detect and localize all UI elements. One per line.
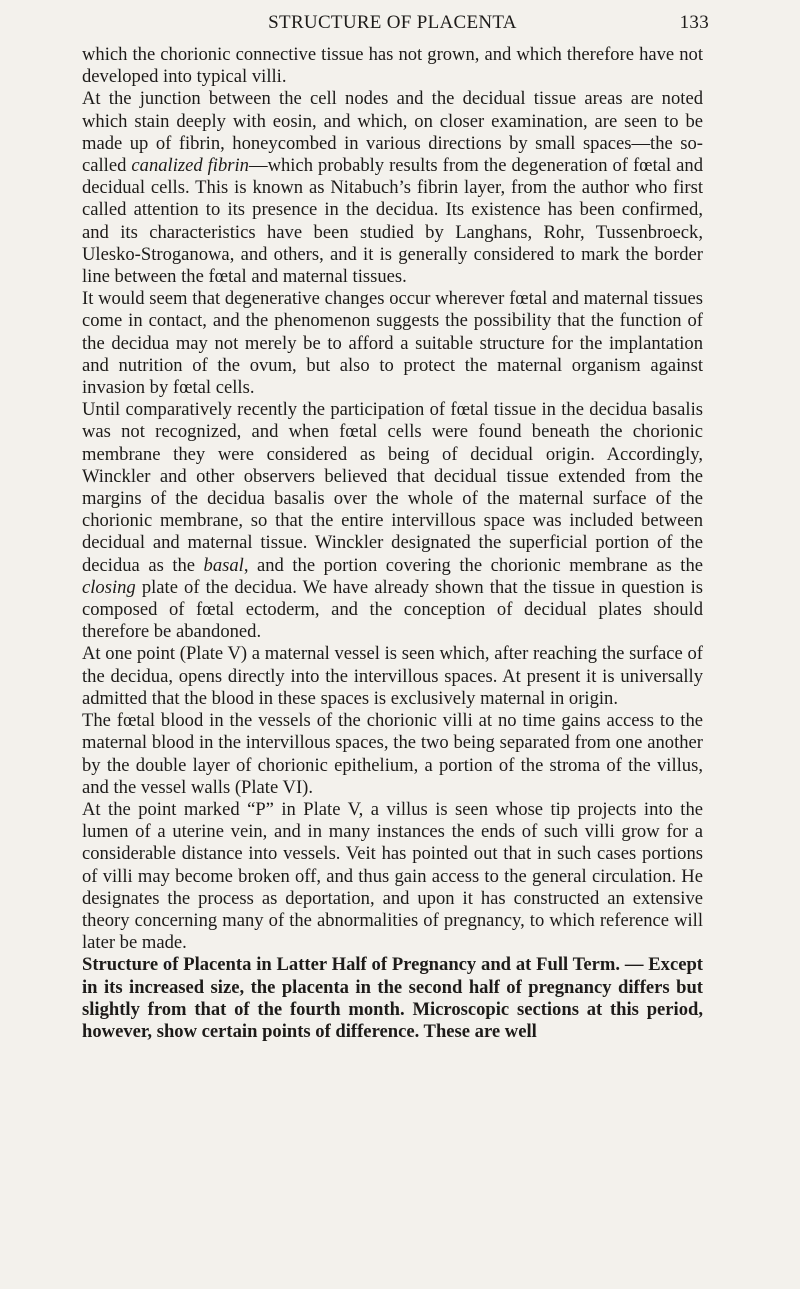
paragraph-6-text: The fœtal blood in the vessels of the chorionic villi at no time gains access to the maternal blood in the intervillous spaces, the two being separated from one another by the double layer of chorionic epithelium, a portion of the stroma of the villus, and the vessel walls (Plate VI). [82, 710, 703, 798]
paragraph-3 [82, 288, 703, 399]
paragraph-1-text: which the chorionic connective tissue has not grown, and which therefore have not developed into typical villi. [82, 44, 703, 88]
section-heading-dash: — [620, 954, 644, 976]
section-heading: Structure of Placenta in Latter Half of Pregnancy and at Full Term. [82, 954, 621, 976]
paragraph-7 [82, 799, 703, 954]
paragraph-4-text-a: Until comparatively recently the participation of fœtal tissue in the decidua basalis was not recognized, and when fœtal cells were found beneath the chorionic membrane they were considered as being of decidual origin. Accordingly, Winckler and other observers believed that decidual tissue extended from the margins of the decidua basalis over the whole of the maternal surface of the chorionic membrane, so that the entire intervillous space was included between decidual and maternal tissue. Winckler designated the superficial portion of the decidua as the [82, 399, 703, 576]
closing-term: closing [82, 576, 136, 598]
canalized-fibrin-term: canalized fibrin [131, 155, 249, 177]
paragraph-4 [82, 399, 703, 643]
paragraph-2-text-a: At the junction between the cell nodes and the decidual tissue areas are noted which stain deeply with eosin, and which, on closer examination, are seen to be made up of fibrin, honeycombed in various directions by small spaces—the so-called [82, 88, 703, 177]
basal-term: basal [203, 554, 244, 576]
paragraph-6 [82, 710, 703, 799]
paragraph-2 [82, 88, 703, 288]
paragraph-3-text: It would seem that degenerative changes occur wherever fœtal and maternal tissues come in contact, and the phenomenon suggests the possibility that the function of the decidua may not merely be to afford a suitable structure for the implantation and nutrition of the ovum, but also to protect the maternal organism against invasion by fœtal cells. [82, 288, 703, 399]
paragraph-1 [82, 44, 703, 88]
page-header [82, 8, 709, 44]
paragraph-5-text: At one point (Plate V) a maternal vessel is seen which, after reaching the surface of the decidua, opens directly into the intervillous spaces. At present it is universally admitted that the blood in these spaces is exclusively maternal in origin. [82, 643, 703, 709]
body-text [82, 44, 703, 1043]
paragraph-4-text-c: plate of the decidua. We have already shown that the tissue in question is composed of fœtal ectoderm, and the conception of decidual plates should therefore be abandoned. [82, 576, 703, 643]
paragraph-7-text: At the point marked “P” in Plate V, a villus is seen whose tip projects into the lumen of a uterine vein, and in many instances the ends of such villi grow for a considerable distance into vessels. Veit has pointed out that in such cases portions of villi may become broken off, and thus gain access to the general circulation. He designates the process as deportation, and upon it has constructed an extensive theory concerning many of the abnormalities of pregnancy, to which reference will later be made. [82, 798, 703, 954]
paragraph-5 [82, 643, 703, 710]
paragraph-8-text: Except in its increased size, the placenta in the second half of pregnancy differs but slightly from that of the fourth month. Microscopic sections at this period, however, show certain points of difference. These are well [82, 954, 703, 1042]
page-number: 133 [679, 12, 709, 33]
running-title: STRUCTURE OF PLACENTA [268, 12, 517, 33]
paragraph-2-text-b: —which probably results from the degeneration of fœtal and decidual cells. This is known as Nitabuch’s fibrin layer, from the author who first called attention to its presence in the decidua. Its existence has been confirmed, and its characteristics have been studied by Langhans, Rohr, Tussenbroeck, Ulesko-Stroganowa, and others, and it is generally considered to mark the border line between the fœtal and maternal tissues. [82, 155, 704, 288]
paragraph-4-text-b: , and the portion covering the chorionic membrane as the [243, 554, 703, 576]
paragraph-8 [82, 954, 703, 1043]
